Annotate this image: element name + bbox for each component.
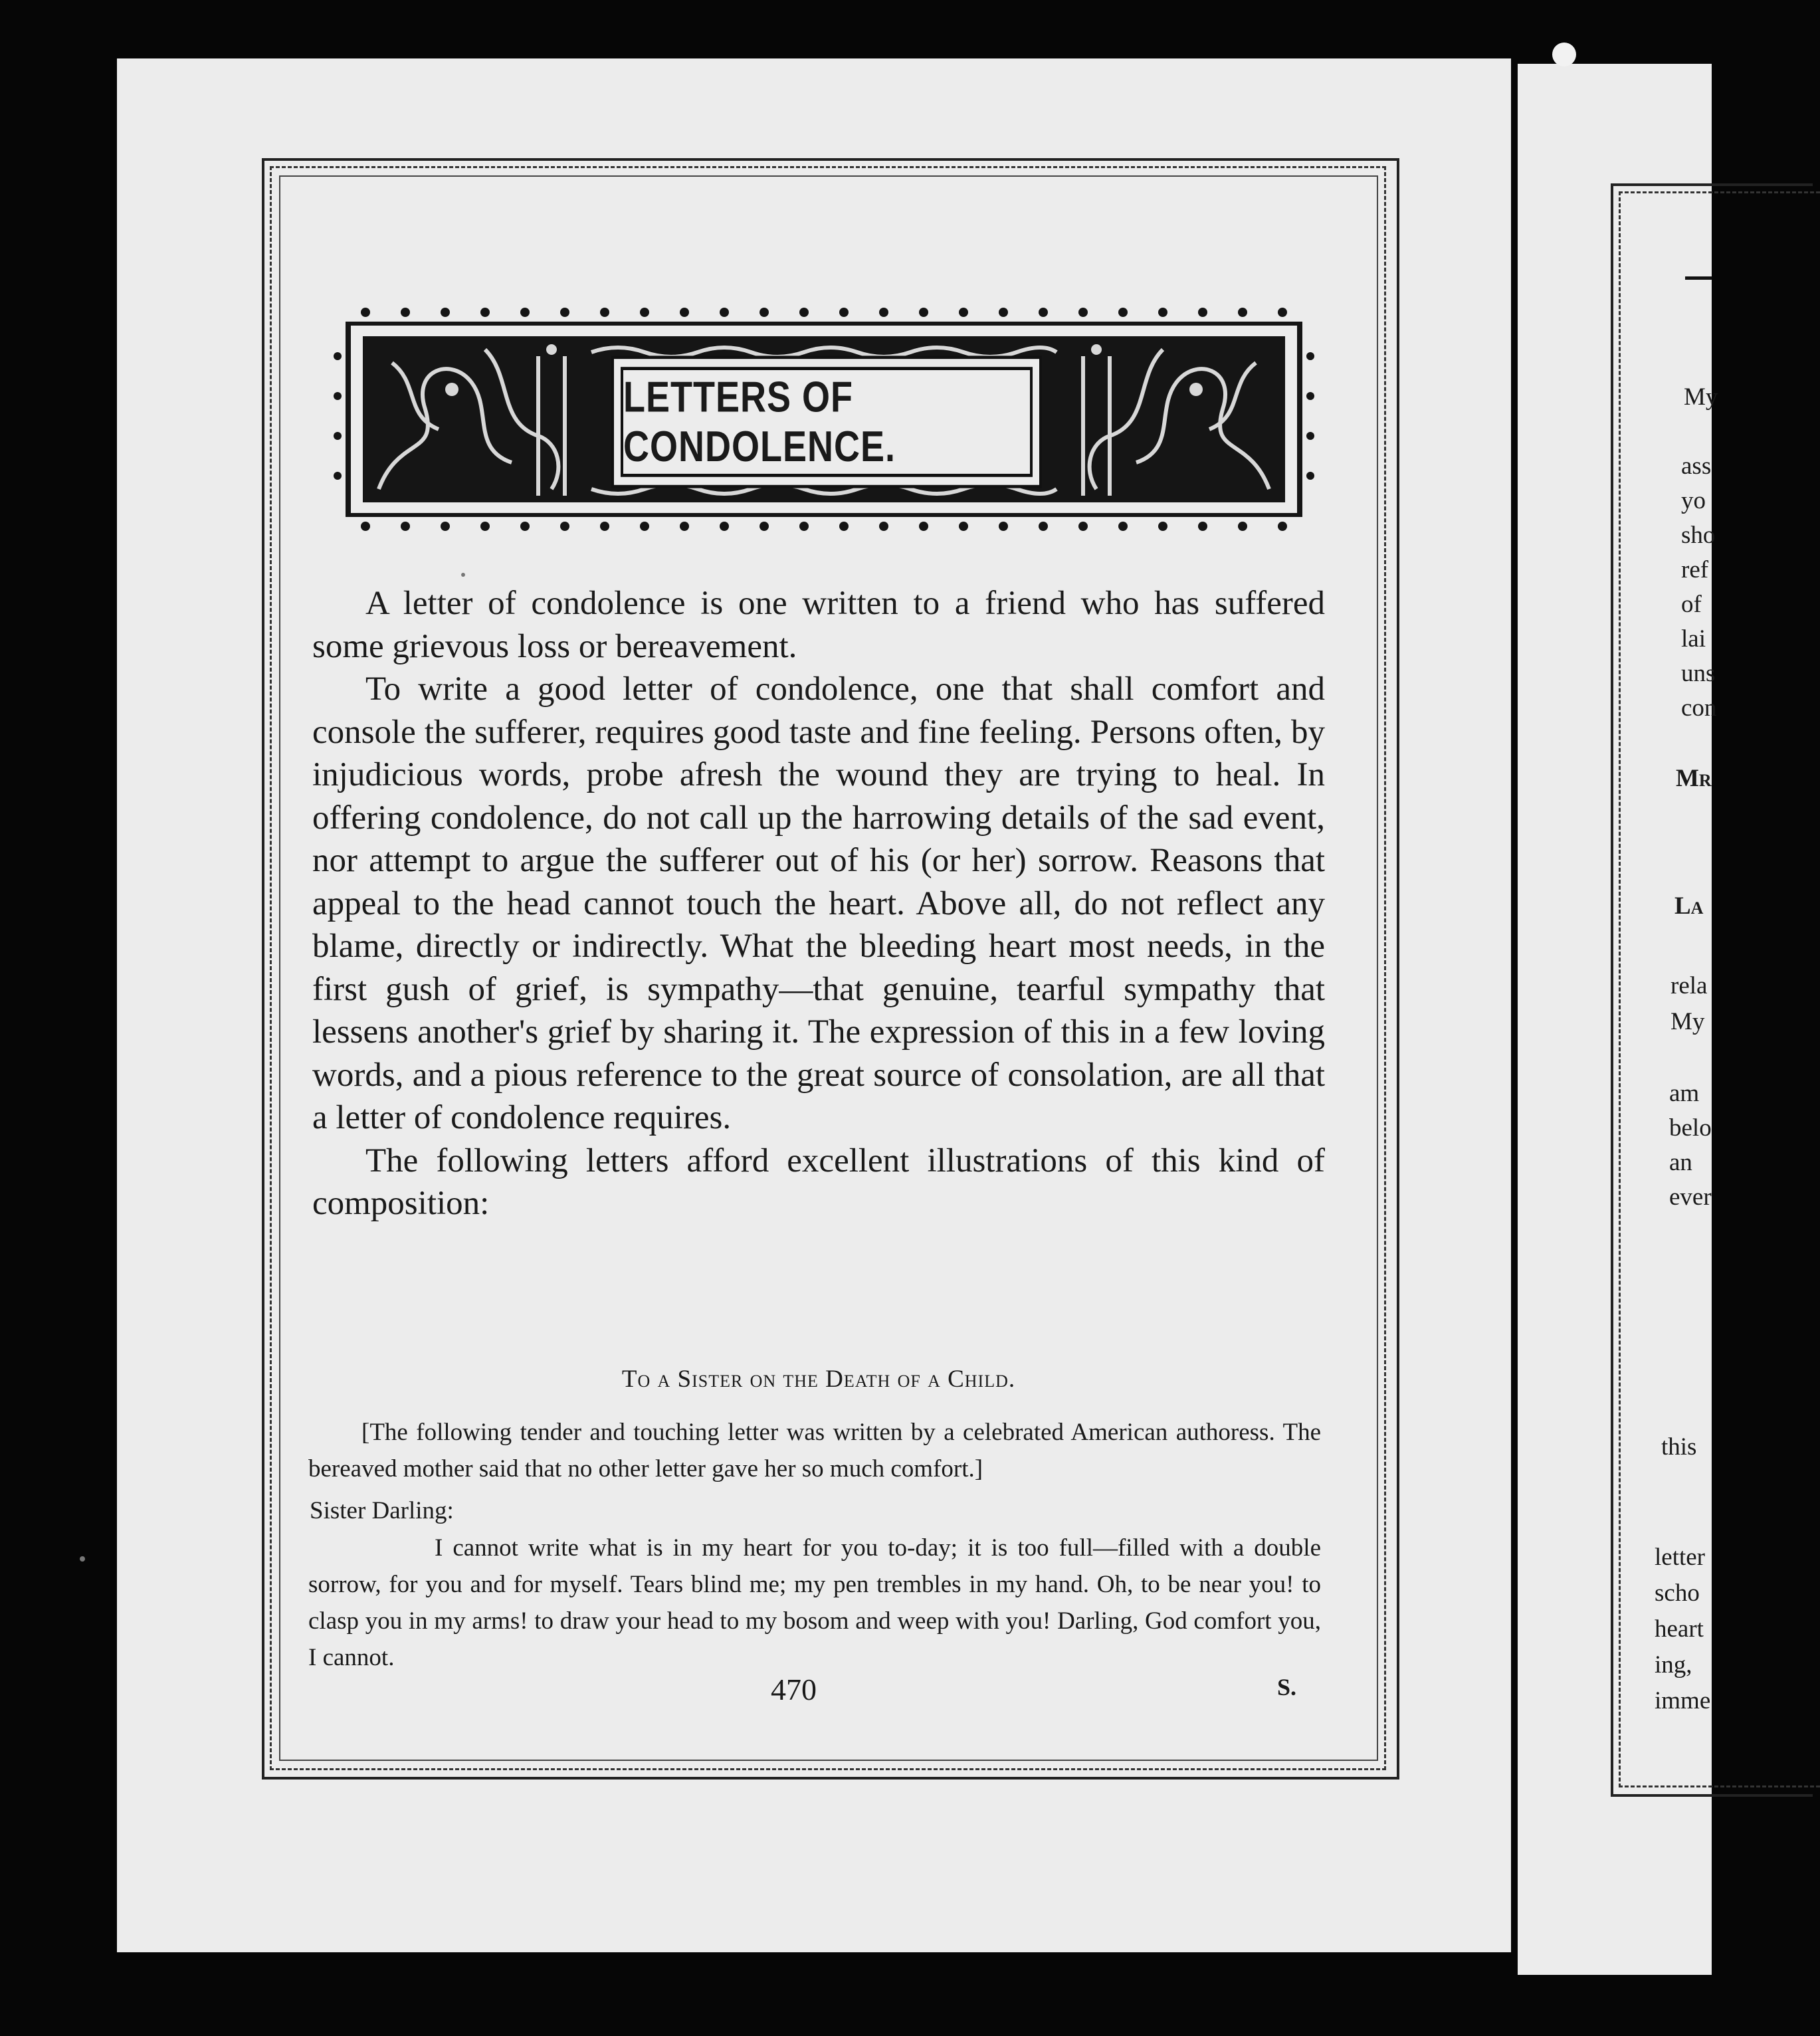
signature-mark: S. — [1277, 1674, 1297, 1700]
facing-fragment: imme — [1655, 1687, 1711, 1714]
facing-page-border-dashed — [1619, 191, 1820, 1787]
letter-heading: To a Sister on the Death of a Child. — [621, 1366, 1016, 1393]
paragraph: A letter of condolence is one written to a friend who has suffered some grievous loss or bereavement. — [312, 585, 1325, 665]
facing-fragment: ref — [1681, 556, 1709, 583]
letter-body: I cannot write what is in my heart for you to-day; it is too full—filled with a double sorrow, for you and for myself. Tears blind me; my pen trembles in my hand. Oh, to be near you! to clasp you in my arms! to draw your head to my bosom and weep with you! Darling, God comfort you, I cannot. — [308, 1534, 1321, 1671]
facing-fragment: La — [1674, 892, 1704, 920]
facing-fragment: uns — [1681, 660, 1716, 687]
facing-fragment: ever — [1669, 1183, 1712, 1211]
scan-speck — [461, 573, 465, 577]
facing-fragment: scho — [1655, 1579, 1700, 1607]
facing-fragment: this — [1661, 1433, 1697, 1461]
facing-fragment: My — [1684, 383, 1718, 411]
banner-title: LETTERS OF CONDOLENCE. — [621, 367, 1033, 477]
facing-fragment: ass — [1681, 453, 1712, 480]
paragraph: To write a good letter of condolence, one that shall comfort and console the sufferer, requires good taste and fine feeling. Persons often, by injudicious words, probe afresh the wound they are trying to heal. In offering condolence, do not call up the harrowing details of the sad event, nor attempt to argue the sufferer out of his (or her) sorrow. Reasons that appeal to the head cannot touch the heart. Above all, do not reflect any blame, directly or indirectly. What the bleeding heart most needs, in the first gush of grief, is sympathy—that genuine, tearful sympathy that lessens another's grief by sharing it. The expression of this in a few loving words, and a pious reference to the great source of consolation, are all that a letter of condolence requires. — [312, 670, 1325, 1136]
facing-fragment: of — [1681, 591, 1702, 618]
facing-fragment: lai — [1681, 625, 1706, 653]
facing-fragment: rela — [1670, 972, 1708, 999]
scan-speck — [80, 1556, 85, 1562]
facing-fragment: ing, — [1655, 1651, 1692, 1679]
page-number: 470 — [771, 1673, 817, 1706]
body-text — [312, 582, 1325, 1225]
facing-fragment: belo — [1669, 1114, 1712, 1142]
facing-fragment: sho — [1681, 522, 1716, 549]
facing-fragment: letter — [1655, 1544, 1706, 1571]
facing-fragment: an — [1669, 1149, 1692, 1176]
scan-speck — [1552, 43, 1576, 66]
ornamental-banner — [339, 303, 1309, 536]
paragraph: The following letters afford excellent illustrations of this kind of composition: — [312, 1142, 1325, 1222]
facing-fragment: Mr — [1676, 765, 1712, 792]
facing-page-rule — [1685, 276, 1712, 280]
facing-fragment: heart — [1655, 1615, 1704, 1643]
facing-fragment: am — [1669, 1080, 1700, 1107]
letter-note: [The following tender and touching letter was written by a celebrated American authoress. The bereaved mother said that no other letter gave her so much comfort.] — [308, 1419, 1321, 1482]
letter-salutation: Sister Darling: — [310, 1497, 454, 1524]
facing-page — [1518, 64, 1718, 1975]
facing-fragment: con — [1681, 694, 1717, 722]
facing-fragment: My — [1670, 1008, 1705, 1035]
facing-fragment: yo — [1681, 487, 1706, 514]
